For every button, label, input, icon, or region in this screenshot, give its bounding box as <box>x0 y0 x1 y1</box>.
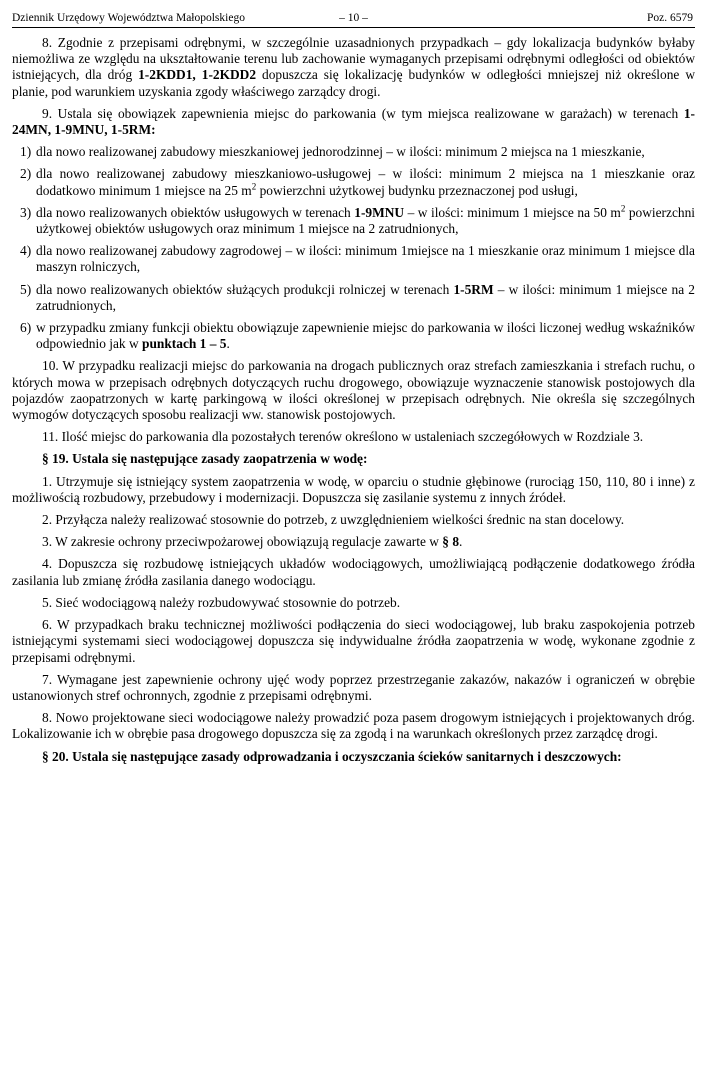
paragraph-9: 9. Ustala się obowiązek zapewnienia miejsc do parkowania (w tym miejsca realizowane w garażach) w terenach 1-24MN, 1-9MNU, 1-5RM: <box>12 105 695 138</box>
s19-paragraph-4: 4. Dopuszcza się rozbudowę istniejących układów wodociągowych, umożliwiającą podłączenie dodatkowego źródła zasilania lub zmianę źródła zasilania danego wodociągu. <box>12 556 695 588</box>
section-19-heading: § 19. Ustala się następujące zasady zaopatrzenia w wodę: <box>42 451 368 467</box>
list-item: 1) dla nowo realizowanej zabudowy mieszkaniowej jednorodzinnej – w ilości: minimum 2 miejsca na 1 mieszkanie, <box>20 144 645 160</box>
s19-paragraph-1: 1. Utrzymuje się istniejący system zaopatrzenia w wodę, w oparciu o studnie głębinowe (rurociąg 150, 110, 80 i inne) z możliwością rozbudowy, przebudowy i modernizacji. Dopuszcza się zasilanie systemu z innych źródeł. <box>12 473 695 505</box>
list-item: 3) dla nowo realizowanych obiektów usługowych w terenach 1-9MNU – w ilości: minimum 1 miejsce na 50 $m^2$ powierzchni użytkowej obiektów usługowych oraz minimum 1 miejsce na 2 zatrudnionych, <box>20 203 696 237</box>
position-number: Poz. 6579 <box>647 12 693 24</box>
s19-paragraph-7: 7. Wymagane jest zapewnienie ochrony ujęć wody poprzez przestrzeganie zakazów, nakazów i ograniczeń w obrębie ustanowionych stref ochronnych, zgodnie z przepisami odrębnymi. <box>12 671 695 703</box>
list-item: 6) w przypadku zmiany funkcji obiektu obowiązuje zapewnienie miejsc do parkowania w ilości liczonej według wskaźników odpowiednio jak w punktach 1 – 5. <box>20 320 695 352</box>
page-number: – 10 – <box>339 12 368 24</box>
paragraph-8: 8. Zgodnie z przepisami odrębnymi, w szczególnie uzasadnionych przypadkach – gdy lokalizacja budynków byłaby niemożliwa ze względu na ukształtowanie terenu lub zachowanie wymaganych przepisami odrębnymi odległości od obiektów istniejących, dla dróg 1-2KDD1, 1-2KDD2 dopuszcza się lokalizację budynków w odległości mniejszej niż określone w planie, pod warunkiem uzyskania zgody właściwego zarządcy drogi. <box>12 35 696 99</box>
page-header <box>12 12 695 28</box>
s19-paragraph-8: 8. Nowo projektowane sieci wodociągowe należy prowadzić poza pasem drogowym istniejących i projektowanych dróg. Lokalizowanie ich w obrębie pasa drogowego dopuszcza się za zgodą i na warunkach określonych przez zarządcę drogi. <box>12 710 695 742</box>
section-20-heading: § 20. Ustala się następujące zasady odprowadzania i oczyszczania ścieków sanitarnych i deszczowych: <box>42 748 622 764</box>
s19-paragraph-2: 2. Przyłącza należy realizować stosownie do potrzeb, z uwzględnieniem wielkości średnic na stan docelowy. <box>42 512 625 528</box>
parking-requirements-list <box>12 144 695 352</box>
s19-paragraph-5: 5. Sieć wodociągową należy rozbudowywać stosownie do potrzeb. <box>42 594 401 610</box>
s19-paragraph-3: 3. W zakresie ochrony przeciwpożarowej obowiązują regulacje zawarte w § 8. <box>42 534 463 550</box>
journal-title: Dziennik Urzędowy Województwa Małopolskiego <box>12 12 245 24</box>
paragraph-10: 10. W przypadku realizacji miejsc do parkowania na drogach publicznych oraz strefach zamieszkania i strefach ruchu, o których mowa w przepisach odrębnych dotyczących ruchu drogowego, obowiązuje wyznaczenie stanowisk postojowych dla pojazdów zaopatrzonych w kartę parkingową w ilości określonej w przepisach odrębnych. Nie określa się szczególnych wymogów dotyczących sposobu realizacji ww. stanowisk postojowych. <box>12 358 695 423</box>
paragraph-11: 11. Ilość miejsc do parkowania dla pozostałych terenów określono w ustaleniach szczegółowych w Rozdziale 3. <box>42 429 644 445</box>
list-item: 2) dla nowo realizowanej zabudowy mieszkaniowo-usługowej – w ilości: minimum 2 miejsca na 1 mieszkanie oraz dodatkowo minimum 1 miejsce na 25 $m^2$ powierzchni użytkowej budynku przeznaczonej pod usługi, <box>20 166 695 198</box>
list-item: 5) dla nowo realizowanych obiektów służących produkcji rolniczej w terenach 1-5RM – w ilości: minimum 1 miejsce na 2 zatrudnionych, <box>20 281 695 313</box>
s19-paragraph-6: 6. W przypadkach braku technicznej możliwości podłączenia do sieci wodociągowej, lub braku zaspokojenia potrzeb istniejącymi systemami sieci wodociągowej dopuszcza się indywidualne źródła zaopatrzenia w wodę, wykonane zgodnie z przepisami odrębnymi. <box>12 617 695 665</box>
list-item: 4) dla nowo realizowanej zabudowy zagrodowej – w ilości: minimum 1miejsce na 1 mieszkanie oraz minimum 1 miejsce dla maszyn rolniczych, <box>20 243 695 275</box>
